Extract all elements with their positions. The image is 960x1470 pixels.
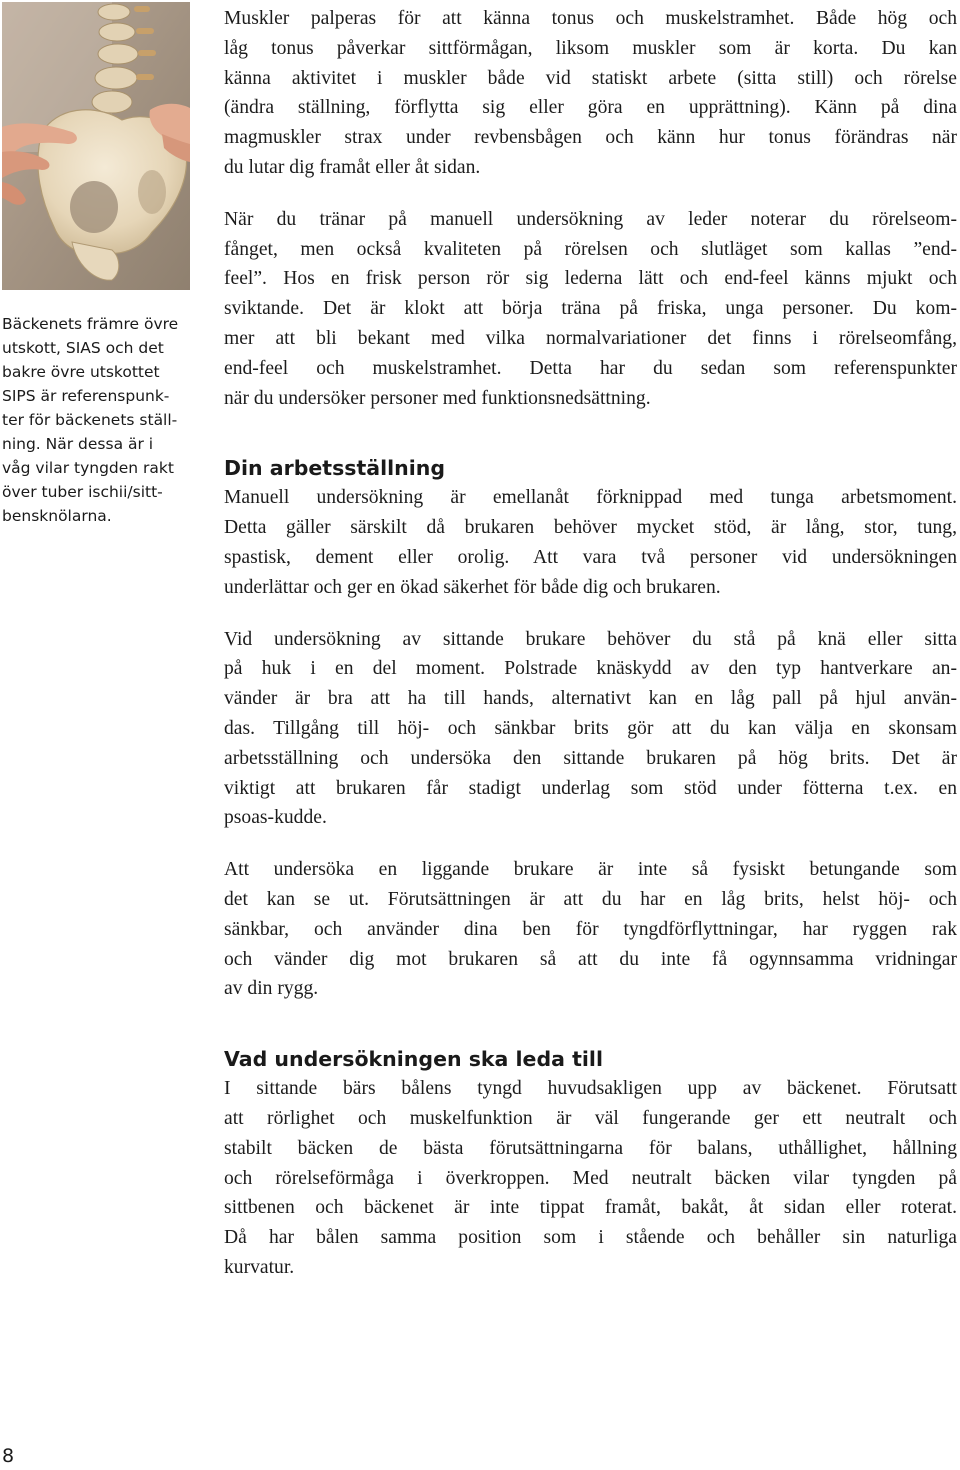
paragraph-joint-examination [224,205,957,414]
text-line: Detta gäller särskilt då brukaren behöver mycket stöd, är lång, stor, tung, [224,517,957,539]
pelvis-model-photo [2,2,190,290]
text-line: stabilt bäcken de bästa förutsättningarna för balans, uthållighet, hållning [224,1137,957,1159]
text-line: I sittande bärs bålens tyngd huvudsakligen upp av bäckenet. Förutsatt [224,1078,957,1100]
paragraph-work-posture [224,483,957,602]
text-line: (ändra ställning, förflytta sig eller göra en upprättning). Känn på dina [224,97,957,119]
text-line: sänkbar, och använder dina ben för tyngdförflyttningar, har ryggen rak [224,918,957,940]
paragraph-examination-goal [224,1074,957,1283]
paragraph-muscle-palpation [224,4,957,183]
section-heading: Din arbetsställning [224,456,446,481]
text-line: sittbenen och bäckenet är inte tippat framåt, bakåt, åt sidan eller roterat. [224,1197,957,1219]
caption-line: över tuber ischii/sitt- [2,483,163,501]
text-line: spastisk, dement eller orolig. Att vara två personer vid undersökningen [224,546,957,568]
caption-line: bensknölarna. [2,507,112,525]
text-line: när du undersöker personer med funktionsnedsättning. [224,387,651,409]
paragraph-lying-examination [224,855,957,1004]
text-line: end-feel och muskelstramhet. Detta har du sedan som referenspunkter [224,357,957,379]
text-line: underlättar och ger en ökad säkerhet för både dig och brukaren. [224,576,721,598]
caption-line: ning. När dessa är i [2,435,154,453]
text-line: Att undersöka en liggande brukare är inte så fysiskt betungande som [224,859,957,881]
text-line: Muskler palperas för att känna tonus och muskelstramhet. Både hög och [224,8,957,29]
pelvis-illustration [2,2,190,290]
page-number: 8 [2,1445,15,1467]
text-line: När du tränar på manuell undersökning av leder noterar du rörelseom- [224,208,957,230]
text-line: på huk i en del moment. Polstrade knäskydd av den typ hantverkare an- [224,658,957,680]
text-line: mer att bli bekant med vilka normalvariationer det finns i rörelseomfång, [224,327,957,349]
text-line: Vid undersökning av sittande brukare behöver du stå på knä eller sitta [224,628,957,650]
text-line: du lutar dig framåt eller åt sidan. [224,156,481,178]
text-line: fånget, men också kvaliteten på rörelsen och slutläget som kallas ”end- [224,238,957,260]
text-line: låg tonus påverkar sittförmågan, liksom muskler som är korta. Du kan [224,37,957,59]
caption-line: utskott, SIAS och det [2,339,164,357]
caption-line: våg vilar tyngden rakt [2,459,174,477]
text-line: feel”. Hos en frisk person rör sig lederna lätt och end-feel känns mjukt och [224,268,957,290]
text-line: psoas-kudde. [224,807,327,829]
text-line: av din rygg. [224,978,319,1000]
text-line: magmuskler strax under revbensbågen och känn hur tonus förändras när [224,127,957,149]
section-heading: Vad undersökningen ska leda till [224,1047,603,1072]
text-line: Då har bålen samma position som i stående och behåller sin naturliga [224,1227,957,1249]
text-line: kurvatur. [224,1256,295,1278]
main-text-column [224,4,957,1283]
text-line: das. Tillgång till höj- och sänkbar brits gör att du kan välja en skonsam [224,717,957,739]
figure-caption [2,312,192,528]
caption-line: Bäckenets främre övre [2,315,179,333]
text-line: känna aktivitet i muskler både vid statiskt arbete (sitta still) och rörelse [224,67,957,89]
caption-line: bakre övre utskottet [2,363,160,381]
text-line: och vänder dig mot brukaren så att du inte få ogynnsamma vridningar [224,948,957,970]
caption-line: ter för bäckenets ställ- [2,411,178,429]
text-line: viktigt att brukaren får stadigt underlag som stöd under fötterna t.ex. en [224,777,957,799]
caption-line: SIPS är referenspunk- [2,387,170,405]
text-line: och rörelseförmåga i överkroppen. Med neutralt bäcken vilar tyngden på [224,1167,957,1189]
text-line: vänder är bra att ha till hands, alternativt kan en låg pall på hjul använ- [224,688,957,710]
text-line: det kan se ut. Förutsättningen är att du har en låg brits, helst höj- och [224,888,957,910]
text-line: arbetsställning och undersöka den sittande brukaren på hög brits. Det är [224,747,957,769]
text-line: att rörlighet och muskelfunktion är väl fungerande ger ett neutralt och [224,1107,957,1129]
paragraph-seated-examination [224,625,957,834]
text-line: sviktande. Det är klokt att börja träna på friska, unga personer. Du kom- [224,298,957,320]
text-line: Manuell undersökning är emellanåt förknippad med tunga arbetsmoment. [224,487,957,509]
